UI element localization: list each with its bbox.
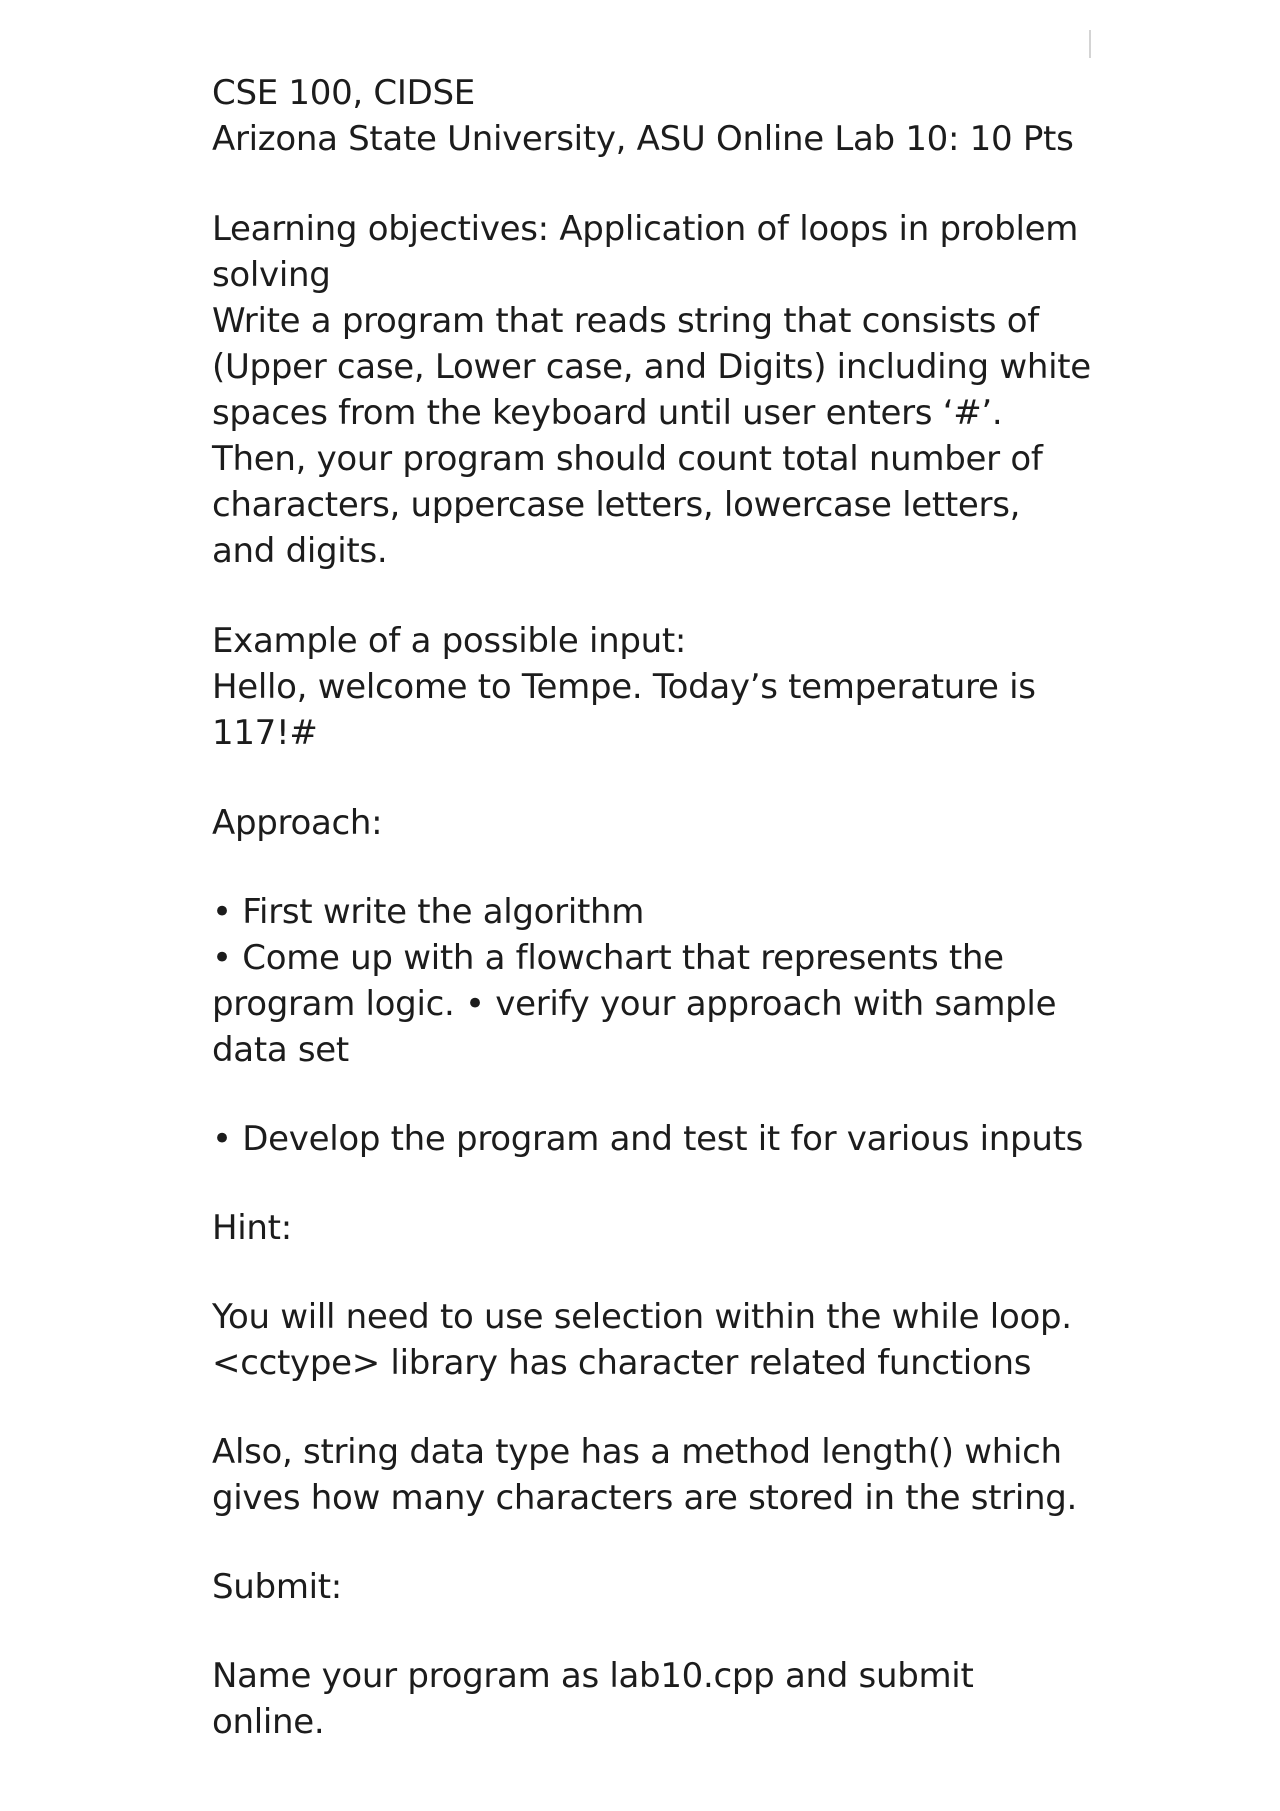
lab-document	[212, 70, 1092, 1745]
scroll-indicator	[1089, 30, 1091, 58]
hint-paragraph-length: Also, string data type has a method length() which gives how many characters are stored in the string.	[212, 1432, 1078, 1518]
example-heading: Example of a possible input:	[212, 621, 687, 661]
learning-objectives: Learning objectives: Application of loops in problem solving	[212, 209, 1079, 295]
hint-paragraph-selection: You will need to use selection within the while loop. <cctype> library has character related functions	[212, 1297, 1072, 1383]
course-title: CSE 100, CIDSE	[212, 73, 475, 113]
task-description: Write a program that reads string that consists of (Upper case, Lower case, and Digits) including white spaces from the keyboard until user enters ‘#’. Then, your program should count total number of characters, uppercase letters, lowercase letters, and digits.	[212, 301, 1091, 571]
submit-heading: Submit:	[212, 1567, 342, 1607]
approach-bullet-develop: • Develop the program and test it for various inputs	[212, 1119, 1084, 1159]
hint-heading: Hint:	[212, 1208, 292, 1248]
submit-instructions: Name your program as lab10.cpp and submit online.	[212, 1656, 974, 1742]
approach-heading: Approach:	[212, 803, 383, 843]
approach-bullet-flowchart: • Come up with a flowchart that represents the program logic. • verify your approach with sample data set	[212, 938, 1057, 1070]
university-lab-title: Arizona State University, ASU Online Lab 10: 10 Pts	[212, 119, 1074, 159]
example-input: Hello, welcome to Tempe. Today’s temperature is 117!#	[212, 667, 1036, 753]
approach-bullet-algorithm: • First write the algorithm	[212, 892, 645, 932]
